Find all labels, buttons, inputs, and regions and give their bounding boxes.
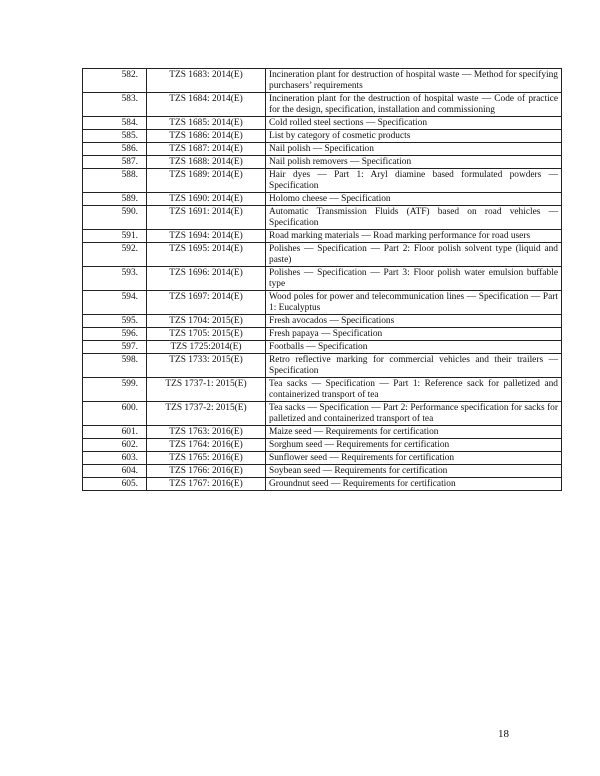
standard-code: TZS 1704: 2015(E) [147, 315, 266, 328]
table-row [83, 465, 562, 478]
standard-code: TZS 1765: 2016(E) [147, 452, 266, 465]
standard-code: TZS 1688: 2014(E) [147, 156, 266, 169]
row-number: 588. [83, 169, 147, 193]
table-row [83, 130, 562, 143]
standards-table [82, 68, 562, 491]
standard-code: TZS 1684: 2014(E) [147, 93, 266, 117]
table-row [83, 402, 562, 426]
table-row [83, 93, 562, 117]
standard-title: Automatic Transmission Fluids (ATF) based on road vehicles — Specification [266, 206, 562, 230]
standard-title: Nail polish — Specification [266, 143, 562, 156]
standard-title: Wood poles for power and telecommunication lines — Specification — Part 1: Eucalyptus [266, 291, 562, 315]
standard-code: TZS 1696: 2014(E) [147, 267, 266, 291]
standard-code: TZS 1697: 2014(E) [147, 291, 266, 315]
row-number: 590. [83, 206, 147, 230]
row-number: 592. [83, 243, 147, 267]
standards-table-body [83, 69, 562, 491]
standard-title: Polishes — Specification — Part 3: Floor polish water emulsion buffable type [266, 267, 562, 291]
standard-code: TZS 1690: 2014(E) [147, 193, 266, 206]
standard-code: TZS 1705: 2015(E) [147, 328, 266, 341]
standard-title: Groundnut seed — Requirements for certification [266, 478, 562, 491]
row-number: 585. [83, 130, 147, 143]
page-number: 18 [498, 728, 509, 740]
standard-title: Polishes — Specification — Part 2: Floor polish solvent type (liquid and paste) [266, 243, 562, 267]
standard-title: Footballs — Specification [266, 341, 562, 354]
table-row [83, 267, 562, 291]
table-row [83, 143, 562, 156]
standard-code: TZS 1764: 2016(E) [147, 439, 266, 452]
row-number: 589. [83, 193, 147, 206]
standard-title: Holomo cheese — Specification [266, 193, 562, 206]
standard-title: Incineration plant for the destruction of hospital waste — Code of practice for the design, specification, installation and commissioning [266, 93, 562, 117]
standard-title: Sorghum seed — Requirements for certification [266, 439, 562, 452]
row-number: 586. [83, 143, 147, 156]
row-number: 584. [83, 117, 147, 130]
table-row [83, 117, 562, 130]
row-number: 601. [83, 426, 147, 439]
standard-title: Tea sacks — Specification — Part 1: Reference sack for palletized and containerized transport of tea [266, 378, 562, 402]
table-row [83, 69, 562, 93]
table-row [83, 291, 562, 315]
table-row [83, 230, 562, 243]
table-row [83, 243, 562, 267]
standard-title: Fresh papaya — Specification [266, 328, 562, 341]
row-number: 603. [83, 452, 147, 465]
table-row [83, 478, 562, 491]
standard-title: Incineration plant for destruction of hospital waste — Method for specifying purchasers’ requirements [266, 69, 562, 93]
table-row [83, 169, 562, 193]
standard-code: TZS 1685: 2014(E) [147, 117, 266, 130]
standard-title: Maize seed — Requirements for certification [266, 426, 562, 439]
standard-code: TZS 1737-2: 2015(E) [147, 402, 266, 426]
standard-title: Cold rolled steel sections — Specification [266, 117, 562, 130]
standard-code: TZS 1686: 2014(E) [147, 130, 266, 143]
row-number: 599. [83, 378, 147, 402]
standard-title: Fresh avocados — Specifications [266, 315, 562, 328]
standard-code: TZS 1763: 2016(E) [147, 426, 266, 439]
standard-code: TZS 1733: 2015(E) [147, 354, 266, 378]
table-row [83, 426, 562, 439]
row-number: 582. [83, 69, 147, 93]
table-row [83, 156, 562, 169]
table-row [83, 354, 562, 378]
row-number: 595. [83, 315, 147, 328]
standard-title: Soybean seed — Requirements for certification [266, 465, 562, 478]
table-row [83, 452, 562, 465]
table-row [83, 439, 562, 452]
standard-code: TZS 1691: 2014(E) [147, 206, 266, 230]
standard-title: Hair dyes — Part 1: Aryl diamine based formulated powders — Specification [266, 169, 562, 193]
row-number: 593. [83, 267, 147, 291]
row-number: 596. [83, 328, 147, 341]
standard-code: TZS 1695: 2014(E) [147, 243, 266, 267]
row-number: 594. [83, 291, 147, 315]
standard-code: TZS 1767: 2016(E) [147, 478, 266, 491]
standard-code: TZS 1737-1: 2015(E) [147, 378, 266, 402]
table-row [83, 378, 562, 402]
row-number: 604. [83, 465, 147, 478]
table-row [83, 328, 562, 341]
standard-title: List by category of cosmetic products [266, 130, 562, 143]
standard-code: TZS 1725:2014(E) [147, 341, 266, 354]
standard-title: Retro reflective marking for commercial vehicles and their trailers — Specification [266, 354, 562, 378]
standard-title: Road marking materials — Road marking performance for road users [266, 230, 562, 243]
table-row [83, 341, 562, 354]
row-number: 591. [83, 230, 147, 243]
row-number: 597. [83, 341, 147, 354]
standard-code: TZS 1683: 2014(E) [147, 69, 266, 93]
standard-code: TZS 1694: 2014(E) [147, 230, 266, 243]
table-row [83, 206, 562, 230]
standard-title: Sunflower seed — Requirements for certification [266, 452, 562, 465]
standard-code: TZS 1689: 2014(E) [147, 169, 266, 193]
row-number: 583. [83, 93, 147, 117]
table-row [83, 193, 562, 206]
row-number: 605. [83, 478, 147, 491]
row-number: 598. [83, 354, 147, 378]
standard-title: Nail polish removers — Specification [266, 156, 562, 169]
standard-title: Tea sacks — Specification — Part 2: Performance specification for sacks for palletized and containerized transport of tea [266, 402, 562, 426]
row-number: 602. [83, 439, 147, 452]
row-number: 587. [83, 156, 147, 169]
standard-code: TZS 1687: 2014(E) [147, 143, 266, 156]
standard-code: TZS 1766: 2016(E) [147, 465, 266, 478]
row-number: 600. [83, 402, 147, 426]
table-row [83, 315, 562, 328]
